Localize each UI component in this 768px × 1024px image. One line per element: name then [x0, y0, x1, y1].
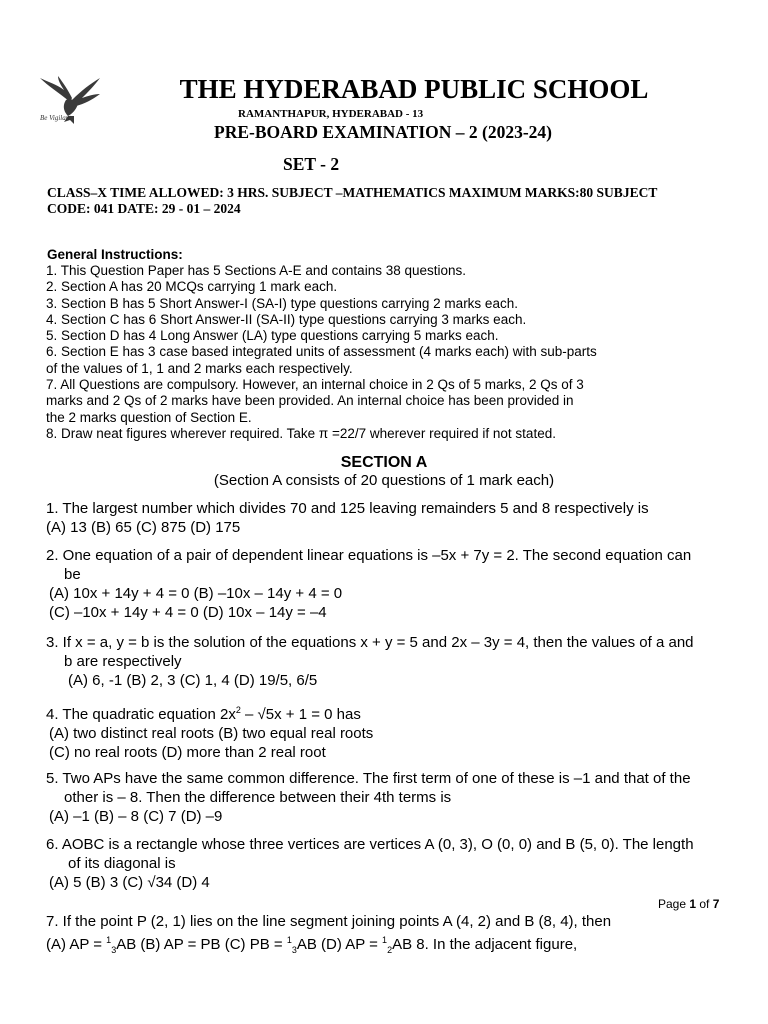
section-a-subtitle: (Section A consists of 20 questions of 1 mark each)	[213, 472, 555, 489]
school-name: THE HYDERABAD PUBLIC SCHOOL	[179, 74, 649, 104]
question-text: 1. The largest number which divides 70 and 125 leaving remainders 5 and 8 respectively is	[46, 500, 649, 517]
fraction-denominator: 3	[291, 945, 297, 955]
instruction-line: of the values of 1, 1 and 2 marks each respectively.	[46, 360, 353, 376]
option-text: AB (B) AP = PB (C) PB =	[116, 936, 287, 953]
instructions-title: General Instructions:	[47, 247, 183, 262]
total-pages: 7	[712, 897, 720, 911]
option-text: AB (D) AP =	[296, 936, 383, 953]
question-text: other is – 8. Then the difference between their 4th terms is	[64, 789, 452, 806]
fraction-numerator: 1	[106, 935, 112, 945]
question-text-part: 4. The quadratic equation 2x	[46, 706, 236, 723]
question-text: of its diagonal is	[68, 855, 176, 872]
section-a-title: SECTION A	[340, 454, 428, 471]
instruction-line: 4. Section C has 6 Short Answer-II (SA-II) type questions carrying 3 marks each.	[46, 311, 527, 327]
fraction-numerator: 1	[286, 935, 292, 945]
question-options: (A) –1 (B) – 8 (C) 7 (D) –9	[49, 808, 223, 825]
instruction-line: 3. Section B has 5 Short Answer-I (SA-I) type questions carrying 2 marks each.	[46, 295, 518, 311]
page-label: Page	[658, 897, 690, 911]
question-text: be	[64, 566, 81, 583]
instruction-line: 2. Section A has 20 MCQs carrying 1 mark each.	[46, 279, 338, 295]
question-options: (A) 6, -1 (B) 2, 3 (C) 1, 4 (D) 19/5, 6/5	[68, 672, 318, 689]
instruction-line: 7. All Questions are compulsory. However, an internal choice in 2 Qs of 5 marks, 2 Qs of 3	[46, 377, 584, 393]
exam-title: PRE-BOARD EXAMINATION – 2 (2023-24)	[214, 122, 552, 142]
current-page: 1	[689, 897, 697, 911]
exam-details	[47, 185, 727, 217]
fraction-numerator: 1	[382, 935, 388, 945]
question-options	[46, 931, 736, 960]
instruction-line: the 2 marks question of Section E.	[46, 409, 252, 425]
question-7	[46, 912, 736, 960]
instruction-line: marks and 2 Qs of 2 marks have been provided. An internal choice has been provided in	[46, 393, 574, 409]
question-6	[46, 835, 736, 892]
question-text: 3. If x = a, y = b is the solution of the equations x + y = 5 and 2x – 3y = 4, then the values of a and	[46, 634, 694, 651]
question-3	[46, 633, 736, 690]
question-1	[46, 499, 736, 537]
question-text-part: – √5x + 1 = 0 has	[240, 706, 361, 723]
school-address: RAMANTHAPUR, HYDERABAD - 13	[238, 108, 424, 120]
set-number: SET - 2	[283, 154, 340, 174]
question-text: 5. Two APs have the same common difference. The first term of one of these is –1 and that of the	[46, 770, 691, 787]
question-5	[46, 769, 736, 826]
option-text: (A) AP =	[46, 936, 107, 953]
question-options: (A) 5 (B) 3 (C) √34 (D) 4	[49, 874, 210, 891]
question-text: 2. One equation of a pair of dependent linear equations is –5x + 7y = 2. The second equation can	[46, 547, 692, 564]
exam-details-line: CLASS–X TIME ALLOWED: 3 HRS. SUBJECT –MATHEMATICS MAXIMUM MARKS:80 SUBJECT	[47, 185, 658, 200]
question-options: (C) –10x + 14y + 4 = 0 (D) 10x – 14y = –4	[49, 604, 327, 621]
page-number	[658, 897, 719, 911]
question-text: 6. AOBC is a rectangle whose three vertices are vertices A (0, 3), O (0, 0) and B (5, 0). The length	[46, 836, 694, 853]
instructions-list	[46, 263, 736, 442]
fraction-denominator: 2	[387, 945, 393, 955]
fraction-denominator: 3	[111, 945, 117, 955]
question-2	[46, 546, 736, 622]
question-4	[46, 701, 736, 762]
question-options: (A) two distinct real roots (B) two equal real roots	[49, 725, 374, 742]
question-text: 7. If the point P (2, 1) lies on the line segment joining points A (4, 2) and B (8, 4), then	[46, 913, 612, 930]
instruction-line: 8. Draw neat figures wherever required. Take π =22/7 wherever required if not stated.	[46, 425, 556, 441]
question-options: (A) 10x + 14y + 4 = 0 (B) –10x – 14y + 4 = 0	[49, 585, 343, 602]
question-options: (C) no real roots (D) more than 2 real root	[49, 744, 326, 761]
instruction-line: 5. Section D has 4 Long Answer (LA) type questions carrying 5 marks each.	[46, 328, 499, 344]
logo-motto: Be Vigilant	[40, 114, 72, 122]
exponent: 2	[235, 705, 241, 715]
page-label: of	[696, 897, 713, 911]
question-text	[46, 701, 736, 724]
question-text: b are respectively	[64, 653, 182, 670]
option-text: AB 8. In the adjacent figure,	[392, 936, 578, 953]
instruction-line: 1. This Question Paper has 5 Sections A-E and contains 38 questions.	[46, 263, 467, 278]
exam-details-line: CODE: 041 DATE: 29 - 01 – 2024	[47, 201, 241, 216]
instruction-line: 6. Section E has 3 case based integrated units of assessment (4 marks each) with sub-parts	[46, 344, 597, 360]
question-options: (A) 13 (B) 65 (C) 875 (D) 175	[46, 519, 241, 536]
